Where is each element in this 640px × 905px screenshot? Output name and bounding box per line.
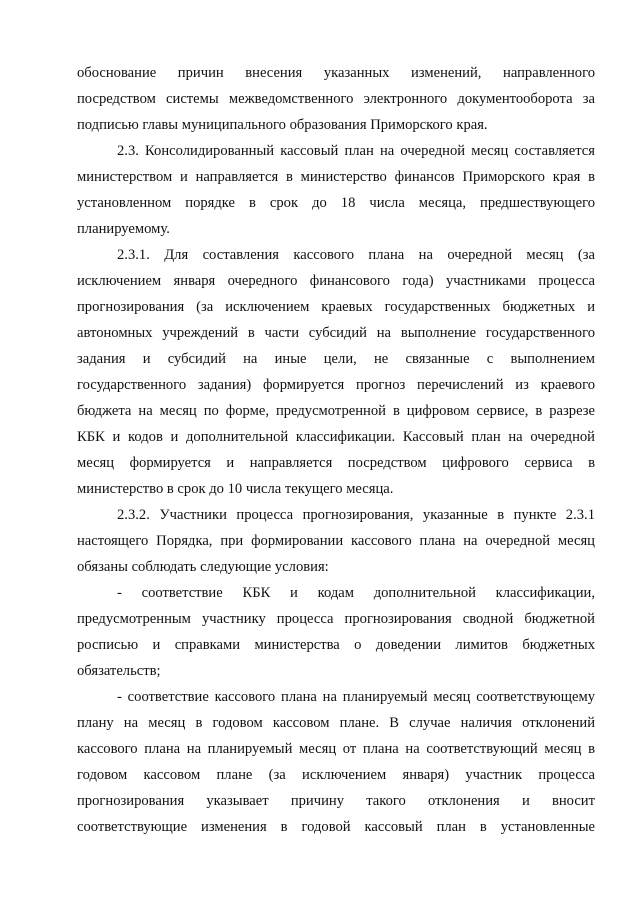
text-line: исключением января очередного финансового года) участниками процесса <box>77 273 595 289</box>
text-line: министерство в срок до 10 числа текущего месяца. <box>77 481 394 497</box>
paragraph-start-line: 2.3.1. Для составления кассового плана на очередной месяц (за <box>117 247 595 263</box>
text-line: обоснование причин внесения указанных изменений, направленного <box>77 65 595 81</box>
text-line: подписью главы муниципального образования Приморского края. <box>77 117 488 133</box>
text-line: автономных учреждений в части субсидий на выполнение государственного <box>77 325 595 341</box>
text-line: прогнозирования (за исключением краевых государственных бюджетных и <box>77 299 595 315</box>
text-line: соответствующие изменения в годовой кассовый план в установленные <box>77 819 595 835</box>
text-line: КБК и кодов и дополнительной классификации. Кассовый план на очередной <box>77 429 595 445</box>
text-line: настоящего Порядка, при формировании кассового плана на очередной месяц <box>77 533 595 549</box>
text-line: обязательств; <box>77 663 161 679</box>
text-line: государственного задания) формируется прогноз перечислений из краевого <box>77 377 595 393</box>
text-line: плану на месяц в годовом кассовом плане. В случае наличия отклонений <box>77 715 595 731</box>
list-item-start-line: - соответствие КБК и кодам дополнительной классификации, <box>117 585 595 601</box>
text-line: обязаны соблюдать следующие условия: <box>77 559 329 575</box>
text-line: росписью и справками министерства о доведении лимитов бюджетных <box>77 637 595 653</box>
text-line: месяц формируется и направляется посредством цифрового сервиса в <box>77 455 595 471</box>
text-line: установленном порядке в срок до 18 числа месяца, предшествующего <box>77 195 595 211</box>
text-line: кассового плана на планируемый месяц от плана на соответствующий месяц в <box>77 741 595 757</box>
text-line: бюджета на месяц по форме, предусмотренной в цифровом сервисе, в разрезе <box>77 403 595 419</box>
text-line: министерством и направляется в министерство финансов Приморского края в <box>77 169 595 185</box>
text-line: посредством системы межведомственного электронного документооборота за <box>77 91 595 107</box>
list-item-start-line: - соответствие кассового плана на планируемый месяц соответствующему <box>117 689 595 705</box>
paragraph-start-line: 2.3. Консолидированный кассовый план на очередной месяц составляется <box>117 143 595 159</box>
text-line: предусмотренным участнику процесса прогнозирования сводной бюджетной <box>77 611 595 627</box>
text-line: годовом кассовом плане (за исключением января) участник процесса <box>77 767 595 783</box>
paragraph-start-line: 2.3.2. Участники процесса прогнозирования, указанные в пункте 2.3.1 <box>117 507 595 523</box>
text-line: задания и субсидий на иные цели, не связанные с выполнением <box>77 351 595 367</box>
text-line: планируемому. <box>77 221 170 237</box>
text-line: прогнозирования указывает причину такого отклонения и вносит <box>77 793 595 809</box>
